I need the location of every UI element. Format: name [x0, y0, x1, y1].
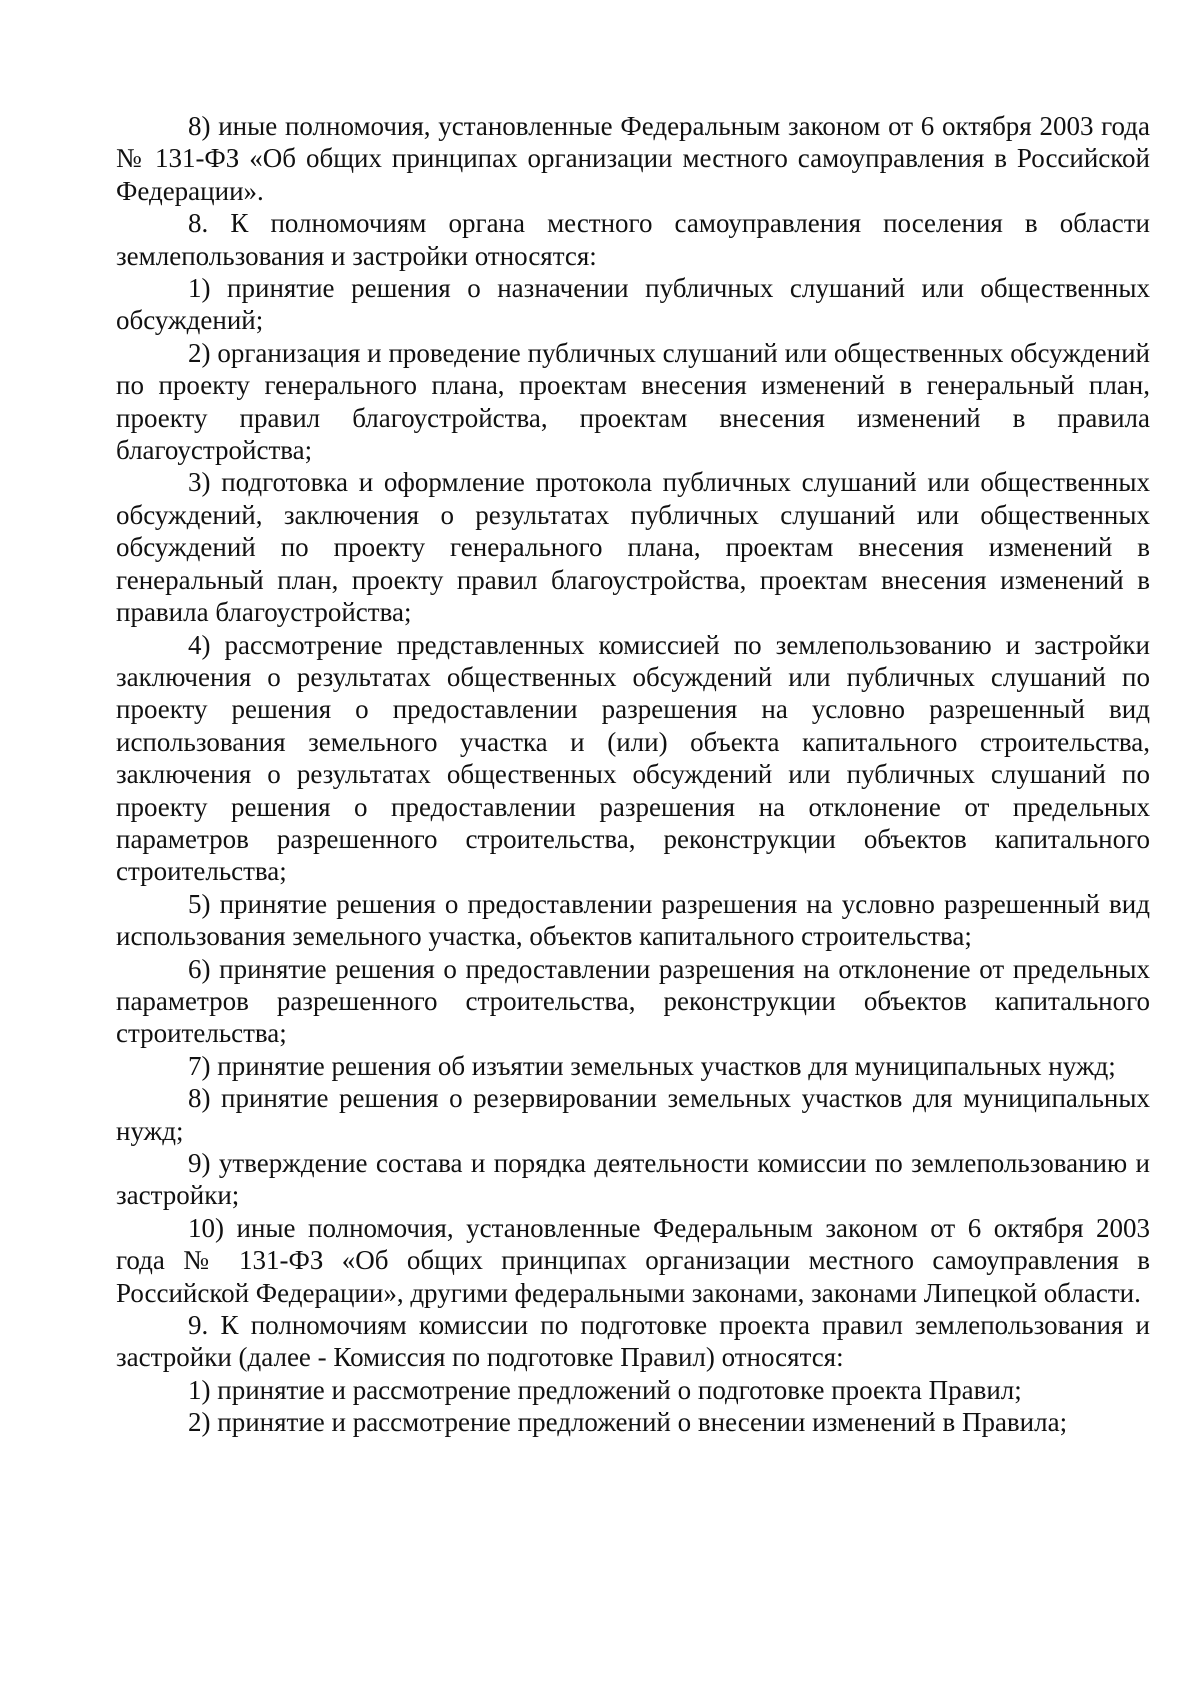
item-number: 5): [188, 888, 211, 919]
paragraph-text: принятие решения о резервировании земельных участков для муниципальных нужд;: [116, 1083, 1150, 1146]
item-number: 2): [188, 337, 211, 368]
paragraph-commission-item-1: [116, 1374, 1150, 1406]
paragraph-text: принятие и рассмотрение предложений о подготовке проекта Правил;: [217, 1374, 1022, 1405]
paragraph-item-4: [116, 629, 1150, 888]
paragraph-text: К полномочиям органа местного самоуправления поселения в области землепользования и застройки относятся:: [116, 208, 1151, 271]
paragraph-section-8: [116, 207, 1150, 272]
paragraph-text: рассмотрение представленных комиссией по землепользованию и застройки заключения о результатах общественных обсуждений или публичных слушаний по проекту решения о предоставлении разрешения на условно разрешенный вид использования земельного участка и (или) объекта капитального строительства, заключения о результатах общественных обсуждений или публичных слушаний по проекту решения о предоставлении разрешения на отклонение от предельных параметров разрешенного строительства, реконструкции объектов капитального строительства;: [116, 629, 1150, 887]
paragraph-text: иные полномочия, установленные Федеральным законом от 6 октября 2003 года № 131-ФЗ «Об общих принципах организации местного самоуправления в Российской Федерации».: [116, 111, 1150, 206]
section-number: 9.: [188, 1310, 209, 1341]
document-page: [116, 110, 1150, 1439]
paragraph-item-6: [116, 953, 1150, 1050]
item-number: 1): [188, 1374, 211, 1405]
paragraph-text: организация и проведение публичных слушаний или общественных обсуждений по проекту генерального плана, проектам внесения изменений в генеральный план, проекту правил благоустройства, проектам внесения изменений в правила благоустройства;: [116, 337, 1150, 466]
paragraph-text: утверждение состава и порядка деятельности комиссии по землепользованию и застройки;: [116, 1148, 1150, 1211]
paragraph-text: принятие решения о предоставлении разрешения на отклонение от предельных параметров разрешенного строительства, реконструкции объектов капитального строительства;: [116, 953, 1151, 1049]
paragraph-text: К полномочиям комиссии по подготовке проекта правил землепользования и застройки (далее - Комиссия по подготовке Правил) относятся:: [116, 1310, 1150, 1373]
paragraph-text: иные полномочия, установленные Федеральным законом от 6 октября 2003 года № 131-ФЗ «Об общих принципах организации местного самоуправления в Российской Федерации», другими федеральными законами, законами Липецкой области.: [116, 1212, 1150, 1308]
paragraph-text: принятие решения о назначении публичных слушаний или общественных обсуждений;: [116, 273, 1151, 336]
paragraph-commission-item-2: [116, 1406, 1150, 1438]
item-number: 8): [188, 1083, 211, 1114]
item-number: 7): [188, 1050, 211, 1081]
paragraph-item-5: [116, 888, 1150, 953]
item-number: 3): [188, 467, 211, 498]
paragraph-item-7: [116, 1050, 1150, 1082]
item-number: 10): [188, 1212, 224, 1243]
section-number: 8.: [188, 208, 209, 239]
paragraph-text: подготовка и оформление протокола публичных слушаний или общественных обсуждений, заключения о результатах публичных слушаний или общественных обсуждений по проекту генерального плана, проектам внесения изменений в генеральный план, проекту правил благоустройства, проектам внесения изменений в правила благоустройства;: [116, 467, 1151, 628]
item-number: 6): [188, 953, 211, 984]
paragraph-item-8-other-powers: [116, 110, 1150, 207]
item-number: 2): [188, 1407, 211, 1438]
item-number: 8): [188, 111, 211, 141]
paragraph-item-9: [116, 1147, 1150, 1212]
item-number: 9): [188, 1148, 211, 1178]
item-number: 1): [188, 273, 211, 304]
paragraph-item-2: [116, 337, 1150, 467]
item-number: 4): [188, 629, 211, 660]
paragraph-text: принятие решения об изъятии земельных участков для муниципальных нужд;: [217, 1050, 1116, 1081]
paragraph-section-9: [116, 1309, 1150, 1374]
paragraph-item-3: [116, 466, 1150, 628]
paragraph-item-10: [116, 1212, 1150, 1309]
paragraph-text: принятие и рассмотрение предложений о внесении изменений в Правила;: [217, 1407, 1068, 1438]
paragraph-item-1: [116, 272, 1150, 337]
paragraph-item-8: [116, 1082, 1150, 1147]
paragraph-text: принятие решения о предоставлении разрешения на условно разрешенный вид использования земельного участка, объектов капитального строительства;: [116, 888, 1150, 952]
